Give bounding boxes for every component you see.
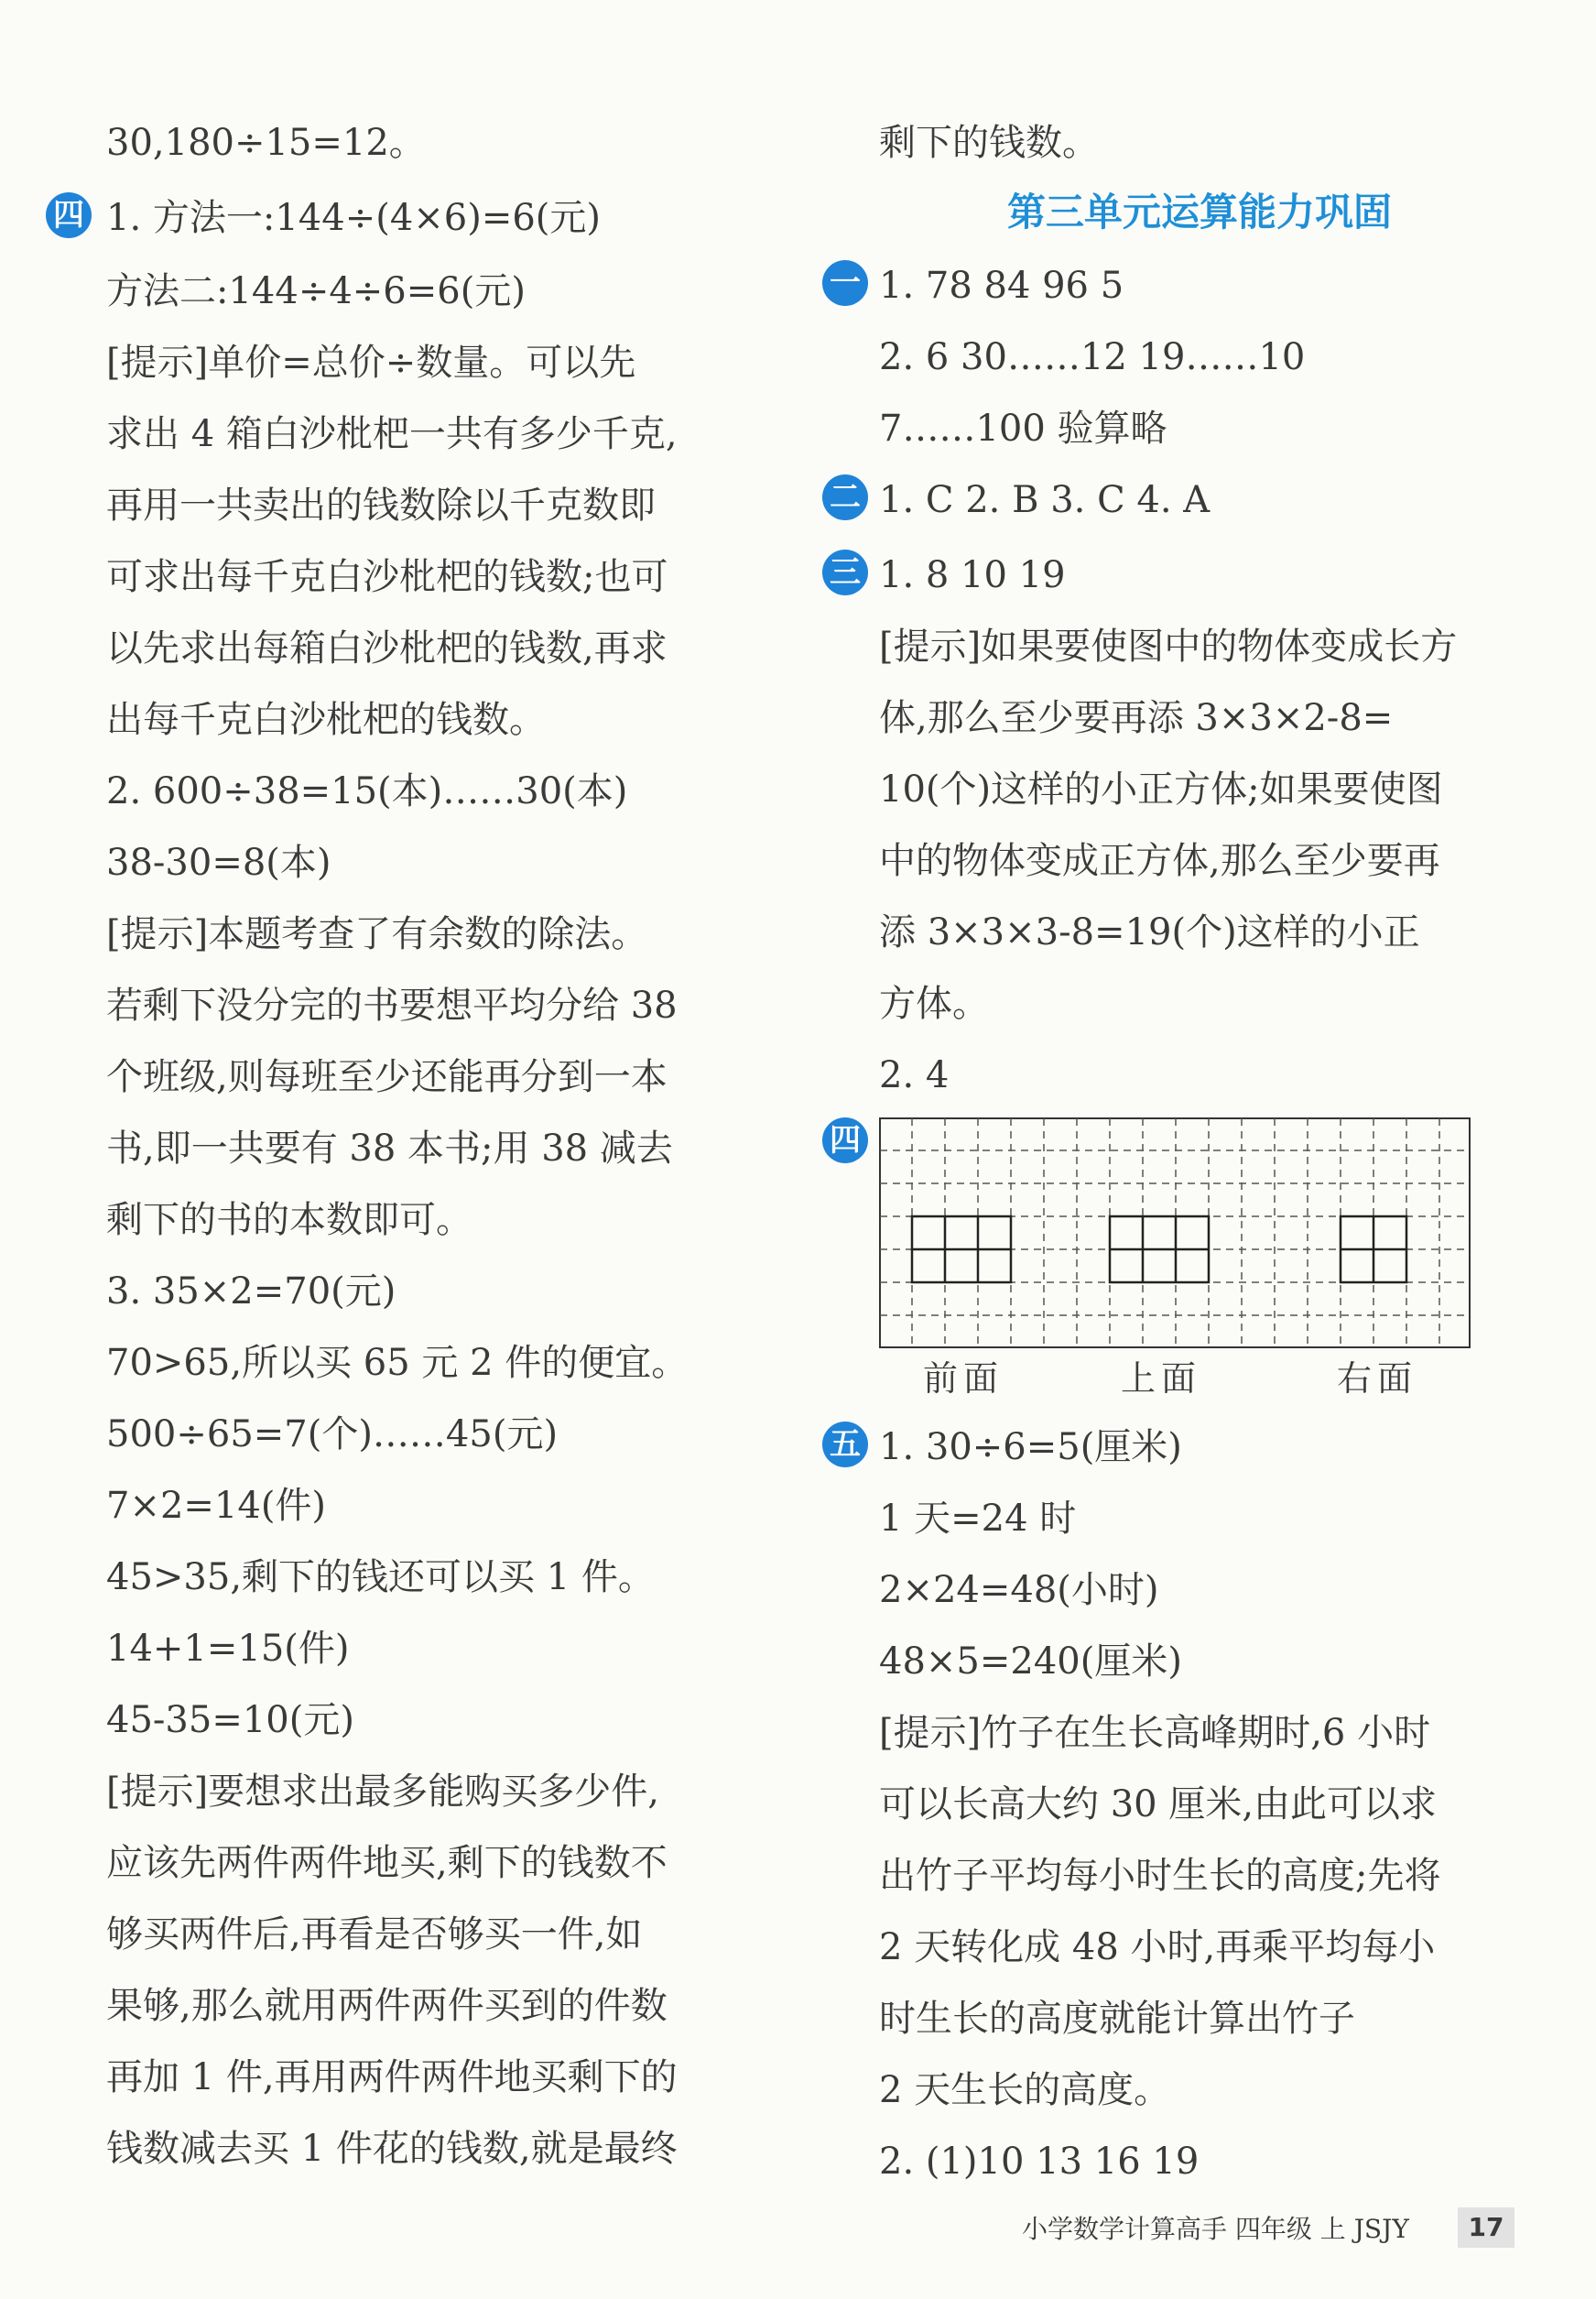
- text-line: 果够,那么就用两件两件买到的件数: [106, 1985, 668, 2027]
- text-line: 可以长高大约 30 厘米,由此可以求: [879, 1783, 1438, 1825]
- text-line: 时生长的高度就能计算出竹子: [879, 1998, 1355, 2040]
- label-front-view: 前面: [923, 1358, 1004, 1399]
- text-line: 够买两件后,再看是否够买一件,如: [106, 1913, 643, 1956]
- page-number: 17: [1458, 2207, 1515, 2248]
- text-line: 1. 8 10 19: [879, 554, 1066, 596]
- text-line: 1. 方法一:144÷(4×6)=6(元): [106, 197, 602, 239]
- text-line: 2×24=48(小时): [879, 1569, 1159, 1611]
- section-badge-four: 四: [822, 1117, 868, 1163]
- text-line: 个班级,则每班至少还能再分到一本: [106, 1056, 668, 1098]
- section-badge-two: 二: [822, 474, 868, 520]
- text-line: 2. 600÷38=15(本)……30(本): [106, 770, 628, 812]
- text-line: 45>35,剩下的钱还可以买 1 件。: [106, 1556, 655, 1598]
- front-view-shape: [912, 1216, 1011, 1282]
- text-line: 书,即一共要有 38 本书;用 38 减去: [106, 1128, 673, 1170]
- hint-line: [提示]单价=总价÷数量。可以先: [106, 342, 636, 384]
- label-right-view: 右面: [1337, 1358, 1418, 1399]
- top-view-shape: [1110, 1216, 1209, 1282]
- text-line: 中的物体变成正方体,那么至少要再: [879, 840, 1440, 882]
- text-line: 体,那么至少要再添 3×3×2-8=: [879, 697, 1394, 739]
- footer-book-title: 小学数学计算高手 四年级 上 JSJY: [1022, 2214, 1409, 2244]
- text-line: 2 天生长的高度。: [879, 2069, 1171, 2111]
- section-badge-five: 五: [822, 1422, 868, 1467]
- text-line: 38-30=8(本): [106, 842, 331, 884]
- text-line: 70>65,所以买 65 元 2 件的便宜。: [106, 1342, 689, 1384]
- hint-line: [提示]要想求出最多能购买多少件,: [106, 1771, 659, 1813]
- text-line: 10(个)这样的小正方体;如果要使图: [879, 768, 1443, 811]
- text-line: 3. 35×2=70(元): [106, 1270, 396, 1313]
- text-line: 1. C 2. B 3. C 4. A: [879, 479, 1211, 521]
- text-line: 再加 1 件,再用两件两件地买剩下的: [106, 2056, 678, 2098]
- text-line: 钱数减去买 1 件花的钱数,就是最终: [106, 2128, 678, 2170]
- text-line: 再用一共卖出的钱数除以千克数即: [106, 485, 656, 527]
- text-line: 方法二:144÷4÷6=6(元): [106, 270, 526, 312]
- text-line: 2. 4: [879, 1054, 950, 1096]
- text-line: 若剩下没分完的书要想平均分给 38: [106, 985, 678, 1027]
- text-line: 45-35=10(元): [106, 1699, 354, 1741]
- right-view-shape: [1341, 1216, 1406, 1282]
- hint-line: [提示]本题考查了有余数的除法。: [106, 913, 648, 955]
- label-top-view: 上面: [1121, 1358, 1202, 1399]
- text-line: 应该先两件两件地买,剩下的钱数不: [106, 1842, 668, 1884]
- text-line: 添 3×3×3-8=19(个)这样的小正: [879, 911, 1420, 953]
- text-line: 以先求出每箱白沙枇杷的钱数,再求: [106, 627, 668, 670]
- text-line: 2 天转化成 48 小时,再乘平均每小: [879, 1926, 1436, 1968]
- text-line: 30,180÷15=12。: [106, 122, 426, 164]
- section-badge-one: 一: [822, 260, 868, 306]
- hint-line: [提示]竹子在生长高峰期时,6 小时: [879, 1712, 1431, 1754]
- view-grid: [879, 1117, 1471, 1348]
- section-badge-three: 三: [822, 550, 868, 595]
- text-line: 出竹子平均每小时生长的高度;先将: [879, 1855, 1441, 1897]
- view-grid-figure: [879, 1117, 1471, 1352]
- section-badge-four: 四: [46, 192, 92, 238]
- text-line: 求出 4 箱白沙枇杷一共有多少千克,: [106, 413, 678, 455]
- text-line: 2. 6 30……12 19……10: [879, 336, 1306, 378]
- text-line: 1. 78 84 96 5: [879, 265, 1124, 307]
- text-line: 7……100 验算略: [879, 408, 1167, 450]
- text-line: 7×2=14(件): [106, 1485, 327, 1527]
- text-line: 1. 30÷6=5(厘米): [879, 1426, 1182, 1468]
- text-line: 48×5=240(厘米): [879, 1640, 1182, 1683]
- text-line: 剩下的书的本数即可。: [106, 1199, 472, 1241]
- text-line: 1 天=24 时: [879, 1498, 1077, 1540]
- hint-line: [提示]如果要使图中的物体变成长方: [879, 626, 1458, 668]
- text-line: 方体。: [879, 983, 989, 1025]
- text-line: 14+1=15(件): [106, 1628, 350, 1670]
- section-title: 第三单元运算能力巩固: [1006, 190, 1392, 234]
- text-line: 可求出每千克白沙枇杷的钱数;也可: [106, 556, 668, 598]
- text-line: 剩下的钱数。: [879, 122, 1099, 164]
- text-line: 出每千克白沙枇杷的钱数。: [106, 699, 546, 741]
- text-line: 500÷65=7(个)……45(元): [106, 1413, 559, 1455]
- text-line: 2. (1)10 13 16 19: [879, 2141, 1200, 2183]
